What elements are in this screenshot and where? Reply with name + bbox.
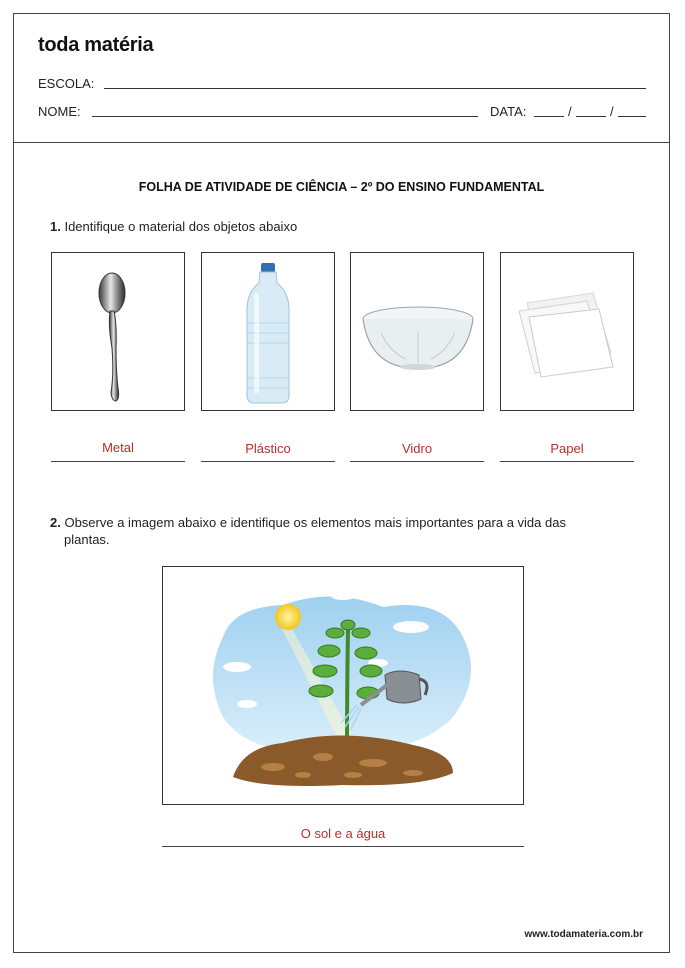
answer-3: Vidro (401, 441, 433, 456)
question-2 (50, 514, 566, 548)
water-bottle-image (201, 252, 335, 411)
question-2-text-line1: Observe a imagem abaixo e identifique os elementos mais importantes para a vida das (64, 515, 566, 530)
date-day-field[interactable] (534, 116, 564, 117)
answer-4: Papel (550, 441, 584, 456)
glass-bowl-image (350, 252, 484, 411)
data-label: DATA: (490, 104, 527, 119)
question-1-text: Identifique o material dos objetos abaixo (64, 219, 298, 234)
answer-q2: O sol e a água (300, 826, 386, 841)
plant-illustration (162, 566, 524, 805)
escola-field[interactable] (104, 88, 646, 89)
answer-2: Plástico (245, 441, 291, 456)
date-separator: / (568, 104, 572, 119)
paper-napkins-image (500, 252, 634, 411)
answer-4-line[interactable] (500, 461, 634, 462)
answer-1-line[interactable] (51, 461, 185, 462)
nome-label: NOME: (38, 104, 81, 119)
answer-3-line[interactable] (350, 461, 484, 462)
answer-1: Metal (102, 440, 134, 455)
worksheet-header (14, 14, 669, 143)
nome-field[interactable] (92, 116, 478, 117)
date-separator: / (610, 104, 614, 119)
date-month-field[interactable] (576, 116, 606, 117)
question-2-number: 2. (50, 515, 61, 530)
question-1-number: 1. (50, 219, 61, 234)
brand-logo: toda matéria (38, 34, 154, 56)
answer-2-line[interactable] (201, 461, 335, 462)
answer-q2-line[interactable] (162, 846, 524, 847)
website-footer: www.todamateria.com.br (524, 929, 643, 940)
spoon-image (51, 252, 185, 411)
worksheet-title: FOLHA DE ATIVIDADE DE CIÊNCIA – 2º DO ENSINO FUNDAMENTAL (138, 180, 545, 194)
worksheet-page (13, 13, 670, 953)
date-year-field[interactable] (618, 116, 646, 117)
escola-label: ESCOLA: (38, 76, 95, 91)
question-1 (50, 218, 297, 235)
question-2-text-line2: plantas. (64, 532, 110, 547)
